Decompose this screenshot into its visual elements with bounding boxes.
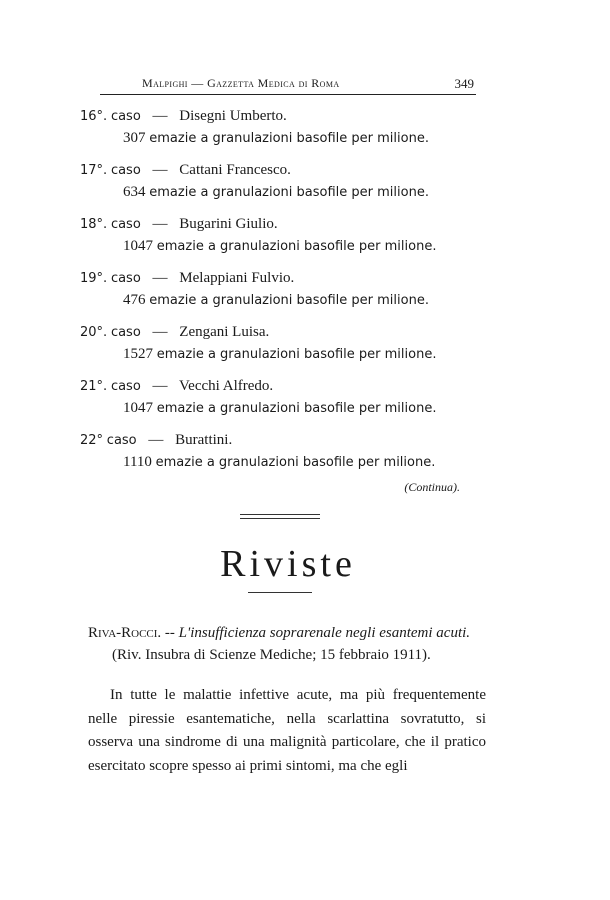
cell-count: 1110: [123, 454, 152, 470]
case-number: 16°.: [80, 109, 108, 124]
cell-count: 476: [123, 292, 146, 308]
case-result: [123, 238, 436, 255]
case-label: caso: [110, 379, 141, 394]
title-underline: [248, 592, 312, 593]
case-label: caso: [106, 433, 137, 448]
case-label: caso: [110, 325, 141, 340]
result-detail: emazie a granulazioni basofile per milione.: [155, 455, 436, 470]
case-label: caso: [110, 217, 141, 232]
result-detail: emazie a granulazioni basofile per milione.: [149, 185, 429, 200]
review-paragraph: In tutte le malattie infettive acute, ma più frequentemente nelle piressie esantematiche, nella scarlattina sovratutto, si osserva una sindrome di una malignità particolare, che il pratico esercitato scopre spesso ai primi sintomi, ma che egli: [88, 687, 486, 774]
result-detail: emazie a granulazioni basofile per milione.: [156, 401, 437, 416]
case-dash: —: [152, 162, 168, 178]
case-heading: [80, 270, 294, 287]
result-detail: emazie a granulazioni basofile per milione.: [156, 347, 437, 362]
case-heading: [80, 324, 269, 341]
section-divider: [240, 514, 320, 519]
citation-title: L'insufficienza soprarenale negli esantemi acuti.: [178, 625, 471, 641]
patient-name: Bugarini Giulio.: [179, 216, 278, 232]
case-number: 22°: [80, 433, 104, 448]
case-heading: [80, 108, 287, 125]
case-heading: [80, 162, 291, 179]
result-detail: emazie a granulazioni basofile per milione.: [149, 293, 429, 308]
patient-name: Burattini.: [175, 432, 233, 448]
cell-count: 1047: [123, 400, 153, 416]
case-number: 21°.: [80, 379, 108, 394]
case-result: [123, 292, 429, 309]
case-result: [123, 130, 429, 147]
cell-count: 1527: [123, 346, 153, 362]
patient-name: Cattani Francesco.: [179, 162, 291, 178]
case-number: 19°.: [80, 271, 108, 286]
patient-name: Vecchi Alfredo.: [179, 378, 274, 394]
case-heading: [80, 378, 273, 395]
patient-name: Disegni Umberto.: [179, 108, 287, 124]
patient-name: Melappiani Fulvio.: [179, 270, 295, 286]
review-citation: [88, 622, 498, 666]
running-title: Malpighi — Gazzetta Medica di Roma: [142, 76, 340, 90]
result-detail: emazie a granulazioni basofile per milione.: [149, 131, 429, 146]
result-detail: emazie a granulazioni basofile per milione.: [156, 239, 437, 254]
case-dash: —: [152, 270, 168, 286]
case-dash: —: [152, 216, 168, 232]
running-header: [100, 76, 476, 95]
case-dash: —: [152, 108, 168, 124]
case-label: caso: [110, 271, 141, 286]
case-number: 18°.: [80, 217, 108, 232]
citation-source: (Riv. Insubra di Scienze Mediche; 15 febbraio 1911).: [112, 647, 431, 663]
case-dash: —: [148, 432, 164, 448]
case-number: 20°.: [80, 325, 108, 340]
patient-name: Zengani Luisa.: [179, 324, 270, 340]
case-dash: —: [152, 378, 168, 394]
section-title: Riviste: [220, 543, 356, 585]
case-result: [123, 346, 436, 363]
cell-count: 634: [123, 184, 146, 200]
case-result: [123, 400, 436, 417]
case-result: [123, 184, 429, 201]
case-label: caso: [110, 109, 141, 124]
continued-note: (Continua).: [404, 480, 460, 494]
cell-count: 1047: [123, 238, 153, 254]
page-number: 349: [454, 76, 474, 91]
cell-count: 307: [123, 130, 146, 146]
case-heading: [80, 216, 278, 233]
case-label: caso: [110, 163, 141, 178]
case-result: [123, 454, 435, 471]
case-number: 17°.: [80, 163, 108, 178]
citation-dash: --: [164, 625, 175, 641]
citation-author: Riva-Rocci.: [88, 625, 162, 641]
case-heading: [80, 432, 232, 449]
case-dash: —: [152, 324, 168, 340]
